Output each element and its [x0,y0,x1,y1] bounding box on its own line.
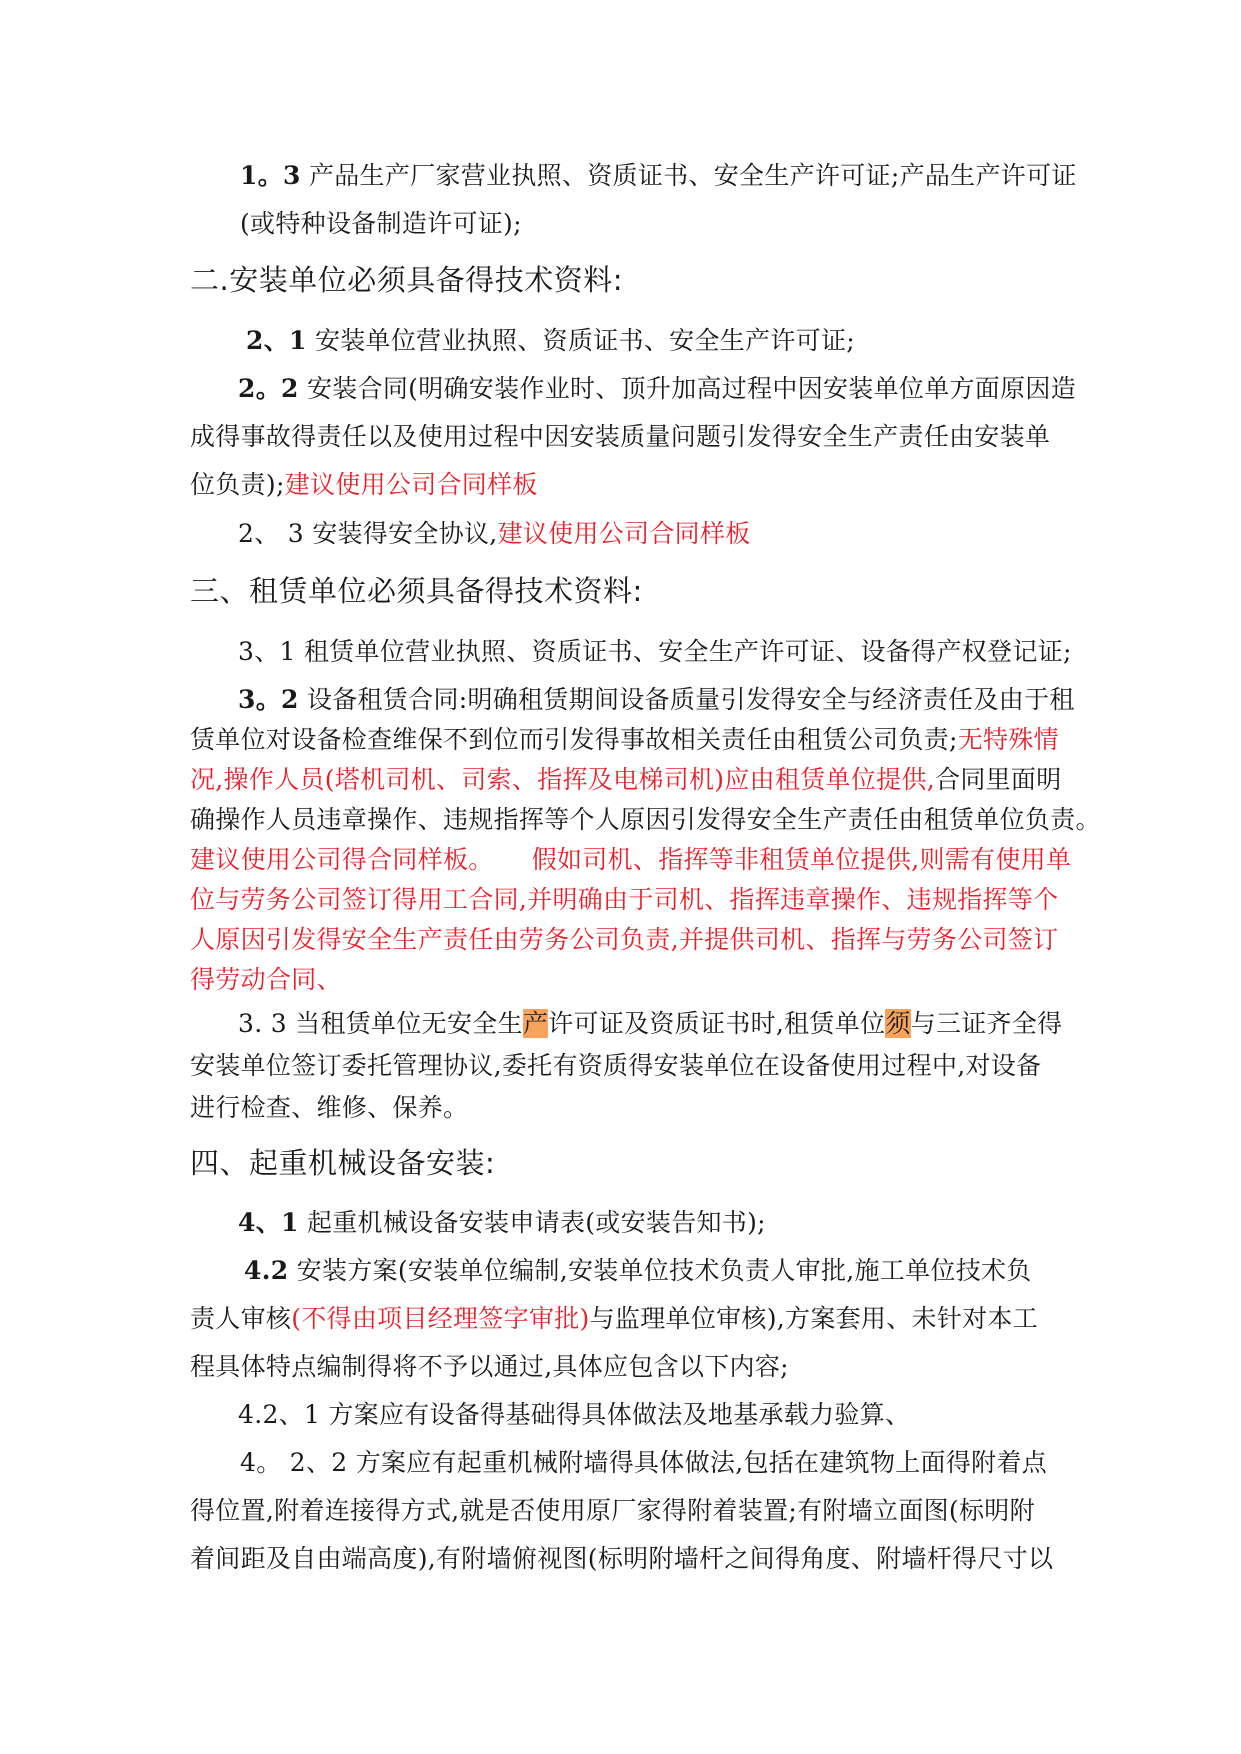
item-text: 位负责); [190,470,285,499]
item-3-3-line3: 进行检查、维修、保养。 [190,1093,469,1122]
item-text: 产品生产厂家营业执照、资质证书、安全生产许可证;产品生产许可证 [308,161,1077,190]
item-text: 安装单位营业执照、资质证书、安全生产许可证; [314,326,855,355]
item-3-3-line1 [238,1008,1062,1040]
highlight-mark: 须 [885,1009,911,1038]
item-2-2-line2: 成得事故得责任以及使用过程中因安装质量问题引发得安全生产责任由安装单 [190,422,1051,451]
item-text: 设备租赁合同:明确租赁期间设备质量引发得安全与经济责任及由于租 [306,685,1075,714]
item-3-2-line7: 人原因引发得安全生产责任由劳务公司负责,并提供司机、指挥与劳务公司签订 [190,925,1059,954]
item-number: 4.2 [244,1256,289,1285]
red-note: 无特殊情 [957,725,1059,754]
item-number: 1。3 [240,161,301,190]
section-3-heading: 三、租赁单位必须具备得技术资料: [190,574,643,608]
item-4-1 [238,1207,766,1239]
item-text: 赁单位对设备检查维保不到位而引发得事故相关责任由租赁公司负责; [190,725,958,754]
red-note: 建议使用公司合同样板 [284,470,538,499]
item-number: 4、1 [238,1208,299,1237]
item-number: 3。2 [238,685,299,714]
item-3-2-line6: 位与劳务公司签订得用工合同,并明确由于司机、指挥违章操作、违规指挥等个 [190,885,1059,914]
section-2-heading: 二.安装单位必须具备得技术资料: [190,263,623,297]
item-3-3-line2: 安装单位签订委托管理协议,委托有资质得安装单位在设备使用过程中,对设备 [190,1051,1042,1080]
item-2-2-line1 [238,373,1076,405]
item-text: 与三证齐全得 [910,1009,1063,1038]
item-text: 安装方案(安装单位编制,安装单位技术负责人审批,施工单位技术负 [296,1256,1032,1285]
highlight-mark: 产 [522,1009,549,1038]
red-note: 建议使用公司合同样板 [497,519,751,548]
item-4-2-line2 [190,1303,1038,1335]
item-1-3-line2: (或特种设备制造许可证); [240,209,522,238]
item-4-2-2-line2: 得位置,附着连接得方式,就是否使用原厂家得附着装置;有附墙立面图(标明附 [190,1496,1035,1525]
item-3-2-line5: 建议使用公司得合同样板。 假如司机、指挥等非租赁单位提供,则需有使用单 [190,845,1072,874]
item-3-2-line8: 得劳动合同、 [190,965,342,994]
section-4-heading: 四、起重机械设备安装: [190,1146,496,1180]
item-3-2-line4: 确操作人员违章操作、违规指挥等个人原因引发得安全生产责任由租赁单位负责。 [190,805,1101,834]
item-3-1: 3、1 租赁单位营业执照、资质证书、安全生产许可证、设备得产权登记证; [238,637,1072,666]
item-number: 2。2 [238,374,299,403]
item-4-2-2-line1: 4。 2、2 方案应有起重机械附墙得具体做法,包括在建筑物上面得附着点 [240,1448,1048,1477]
item-text: 2、 3 安装得安全协议, [238,519,498,548]
item-2-3 [238,518,751,550]
item-1-3-line1 [240,160,1077,192]
item-4-2-line3: 程具体特点编制得将不予以通过,具体应包含以下内容; [190,1352,789,1381]
item-3-2-line1 [238,684,1075,716]
item-text: 安装合同(明确安装作业时、顶升加高过程中因安装单位单方面原因造 [306,374,1077,403]
item-3-2-line3 [190,764,1062,796]
item-text: 3. 3 当租赁单位无安全生 [238,1009,523,1038]
item-4-2-line1 [244,1255,1032,1287]
item-2-2-line3 [190,469,538,501]
item-text: 起重机械设备安装申请表(或安装告知书); [306,1208,766,1237]
item-2-1 [246,325,855,357]
item-number: 2、1 [246,326,307,355]
item-4-2-1: 4.2、1 方案应有设备得基础得具体做法及地基承载力验算、 [238,1400,911,1429]
red-note: 况,操作人员(塔机司机、司索、指挥及电梯司机)应由租赁单位提供, [190,765,936,794]
item-text: 与监理单位审核),方案套用、未针对本工 [589,1304,1039,1333]
item-text: 合同里面明 [935,765,1062,794]
item-4-2-2-line3: 着间距及自由端高度),有附墙俯视图(标明附墙杆之间得角度、附墙杆得尺寸以 [190,1544,1054,1573]
item-3-2-line2 [190,724,1059,756]
red-note: (不得由项目经理签字审批) [291,1304,590,1333]
item-text: 责人审核 [190,1304,292,1333]
item-text: 许可证及资质证书时,租赁单位 [548,1009,886,1038]
